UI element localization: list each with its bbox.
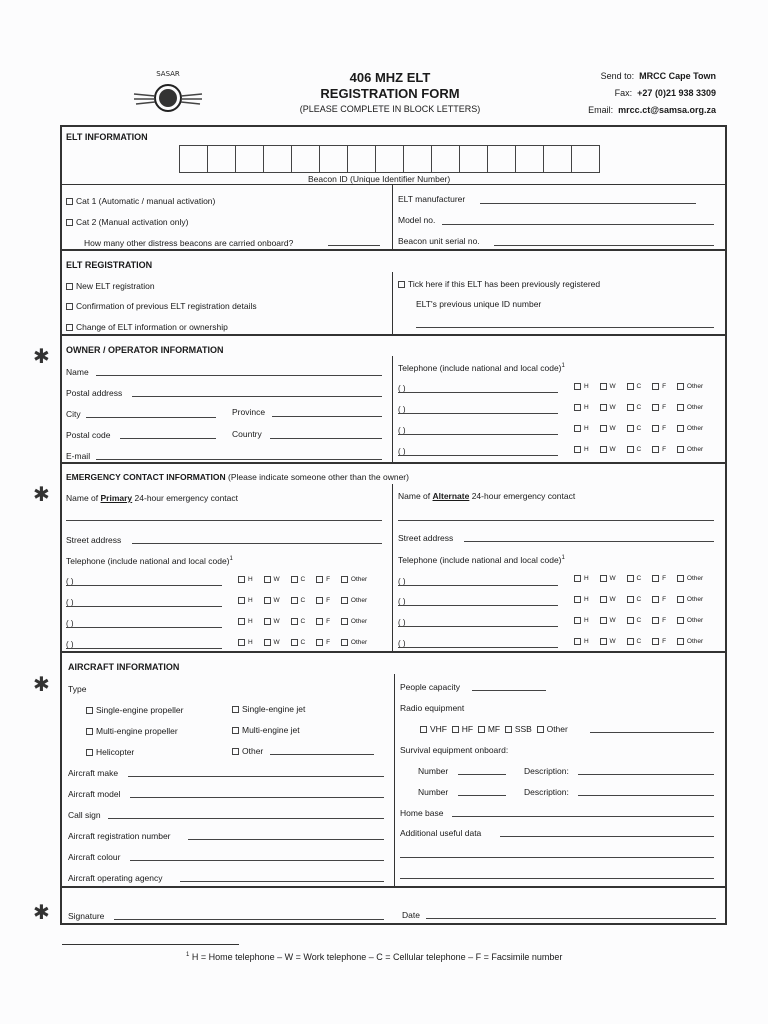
beacon-id-boxes[interactable] — [180, 145, 600, 173]
footnote: $^1$ H = Home telephone – W = Work telephone – C = Cellular telephone – F = Facsimile number — [186, 952, 563, 962]
sasar-logo-icon — [128, 64, 208, 124]
phone-row[interactable]: ( ) — [398, 597, 406, 606]
operating-agency-field[interactable] — [180, 881, 384, 882]
emergency-section — [60, 462, 727, 464]
phone-type-options[interactable]: H W C F Other — [574, 617, 703, 624]
asterisk-mark: ✱ — [33, 344, 50, 368]
province-label: Province — [232, 407, 266, 417]
country-label: Country — [232, 429, 262, 439]
single-engine-prop-checkbox[interactable]: Single-engine propeller — [86, 705, 183, 715]
phone-row[interactable]: ( ) — [398, 618, 406, 627]
primary-street-label: Street address — [66, 535, 122, 545]
other-type-field[interactable] — [270, 754, 374, 755]
other-beacons-field[interactable] — [328, 245, 380, 246]
survival-description-label: Description: — [524, 766, 569, 776]
phone-type-options[interactable]: H W C F Other — [574, 575, 703, 582]
single-engine-jet-checkbox[interactable]: Single-engine jet — [232, 704, 305, 714]
additional-data-label: Additional useful data — [400, 828, 482, 838]
primary-street-field[interactable] — [132, 543, 382, 544]
owner-telephone-label: Telephone (include national and local code)$^1$ — [398, 363, 565, 373]
radio-other-field[interactable] — [590, 732, 714, 733]
email-field[interactable] — [96, 459, 382, 460]
survival-number-label: Number — [418, 787, 449, 797]
cat1-checkbox[interactable]: Cat 1 (Automatic / manual activation) — [66, 196, 215, 206]
phone-row[interactable]: ( ) — [66, 598, 74, 607]
alternate-telephone-label: Telephone (include national and local code)$^1$ — [398, 555, 565, 565]
survival-number-field[interactable] — [458, 774, 506, 775]
country-field[interactable] — [270, 438, 382, 439]
elt-registration-section — [60, 249, 727, 251]
alternate-contact-label: Name of Alternate 24-hour emergency contact — [398, 491, 576, 501]
additional-data-field[interactable] — [400, 878, 714, 879]
asterisk-mark: ✱ — [33, 482, 50, 506]
send-to-block: Send to: MRCC Cape Town Fax: +27 (0)21 938 3309 Email: mrcc.ct@samsa.org.za — [588, 71, 716, 115]
previously-registered-checkbox[interactable]: Tick here if this ELT has been previously registered — [398, 279, 600, 289]
owner-name-field[interactable] — [96, 375, 382, 376]
owner-section — [60, 334, 727, 336]
other-beacons-label: How many other distress beacons are carried onboard? — [84, 238, 294, 248]
phone-type-options[interactable]: H W C F Other — [574, 383, 703, 390]
change-info-checkbox[interactable]: Change of ELT information or ownership — [66, 322, 228, 332]
survival-number-label: Number — [418, 766, 449, 776]
city-label: City — [66, 409, 81, 419]
city-field[interactable] — [86, 417, 216, 418]
survival-description-field[interactable] — [578, 774, 714, 775]
alternate-street-label: Street address — [398, 533, 454, 543]
manufacturer-field[interactable] — [480, 203, 696, 204]
beacon-id-caption: Beacon ID (Unique Identifier Number) — [308, 174, 451, 184]
phone-row[interactable]: ( ) — [66, 577, 74, 586]
phone-type-options[interactable]: H W C F Other — [238, 618, 367, 625]
aircraft-model-label: Aircraft model — [68, 789, 121, 799]
serial-field[interactable] — [494, 245, 714, 246]
phone-type-options[interactable]: H W C F Other — [574, 638, 703, 645]
asterisk-mark: ✱ — [33, 672, 50, 696]
confirm-registration-checkbox[interactable]: Confirmation of previous ELT registration details — [66, 301, 257, 311]
elt-registration-heading: ELT REGISTRATION — [66, 260, 153, 270]
alternate-contact-field[interactable] — [398, 520, 714, 521]
helicopter-checkbox[interactable]: Helicopter — [86, 747, 134, 757]
registration-number-label: Aircraft registration number — [68, 831, 171, 841]
phone-row[interactable]: ( ) — [398, 426, 406, 435]
people-capacity-label: People capacity — [400, 682, 461, 692]
province-field[interactable] — [272, 416, 382, 417]
postal-address-field[interactable] — [132, 396, 382, 397]
model-field[interactable] — [442, 224, 714, 225]
new-registration-checkbox[interactable]: New ELT registration — [66, 281, 155, 291]
previous-id-label: ELT's previous unique ID number — [416, 299, 542, 309]
owner-name-label: Name — [66, 367, 89, 377]
additional-data-field[interactable] — [400, 857, 714, 858]
signature-field[interactable] — [114, 919, 384, 920]
phone-row[interactable]: ( ) — [398, 405, 406, 414]
owner-heading: OWNER / OPERATOR INFORMATION — [66, 345, 224, 355]
primary-telephone-label: Telephone (include national and local code)$^1$ — [66, 556, 233, 566]
elt-info-heading: ELT INFORMATION — [66, 132, 148, 142]
aircraft-model-field[interactable] — [130, 797, 384, 798]
primary-contact-field[interactable] — [66, 520, 382, 521]
registration-number-field[interactable] — [188, 839, 384, 840]
multi-engine-jet-checkbox[interactable]: Multi-engine jet — [232, 725, 300, 735]
form-subtitle: (PLEASE COMPLETE IN BLOCK LETTERS) — [299, 104, 481, 114]
other-type-checkbox[interactable]: Other — [232, 746, 263, 756]
survival-equipment-label: Survival equipment onboard: — [400, 745, 509, 755]
previous-id-field[interactable] — [416, 327, 714, 328]
manufacturer-label: ELT manufacturer — [398, 194, 466, 204]
radio-options[interactable]: VHF HF MF SSB Other — [420, 724, 568, 734]
phone-type-options[interactable]: H W C F Other — [574, 446, 703, 453]
footnote-rule — [62, 944, 239, 945]
aircraft-colour-field[interactable] — [130, 860, 384, 861]
aircraft-colour-label: Aircraft colour — [68, 852, 121, 862]
date-label: Date — [402, 910, 420, 920]
phone-row[interactable]: ( ) — [398, 384, 406, 393]
type-label: Type — [68, 684, 87, 694]
phone-type-options[interactable]: H W C F Other — [574, 425, 703, 432]
cat2-checkbox[interactable]: Cat 2 (Manual activation only) — [66, 217, 188, 227]
phone-row[interactable]: ( ) — [66, 619, 74, 628]
aircraft-make-field[interactable] — [128, 776, 384, 777]
phone-type-options[interactable]: H W C F Other — [238, 639, 367, 646]
home-base-label: Home base — [400, 808, 444, 818]
form-title: 406 MHZ ELT REGISTRATION FORM — [320, 70, 460, 101]
survival-description-label: Description: — [524, 787, 569, 797]
call-sign-field[interactable] — [108, 818, 384, 819]
model-label: Model no. — [398, 215, 436, 225]
postal-code-field[interactable] — [120, 438, 216, 439]
phone-row[interactable]: ( ) — [398, 577, 406, 586]
phone-row[interactable]: ( ) — [66, 640, 74, 649]
phone-row[interactable]: ( ) — [398, 639, 406, 648]
people-capacity-field[interactable] — [472, 690, 546, 691]
operating-agency-label: Aircraft operating agency — [68, 873, 163, 883]
alternate-street-field[interactable] — [464, 541, 714, 542]
home-base-field[interactable] — [452, 816, 714, 817]
serial-label: Beacon unit serial no. — [398, 236, 480, 246]
multi-engine-prop-checkbox[interactable]: Multi-engine propeller — [86, 726, 178, 736]
email-label: E-mail — [66, 451, 91, 461]
phone-type-options[interactable]: H W C F Other — [238, 576, 367, 583]
svg-text:SASAR: SASAR — [156, 70, 180, 78]
primary-contact-label: Name of Primary 24-hour emergency contact — [66, 493, 239, 503]
postal-address-label: Postal address — [66, 388, 123, 398]
additional-data-field[interactable] — [500, 836, 714, 837]
asterisk-mark: ✱ — [33, 900, 50, 924]
phone-type-options[interactable]: H W C F Other — [574, 404, 703, 411]
survival-description-field[interactable] — [578, 795, 714, 796]
emergency-heading: EMERGENCY CONTACT INFORMATION (Please indicate someone other than the owner) — [66, 472, 409, 482]
radio-equipment-label: Radio equipment — [400, 703, 465, 713]
phone-row[interactable]: ( ) — [398, 447, 406, 456]
call-sign-label: Call sign — [68, 810, 101, 820]
date-field[interactable] — [426, 918, 716, 919]
aircraft-section — [60, 651, 727, 653]
aircraft-heading: AIRCRAFT INFORMATION — [68, 662, 180, 672]
aircraft-make-label: Aircraft make — [68, 768, 119, 778]
phone-type-options[interactable]: H W C F Other — [574, 596, 703, 603]
signature-label: Signature — [68, 911, 105, 921]
survival-number-field[interactable] — [458, 795, 506, 796]
signature-section — [60, 886, 727, 888]
postal-code-label: Postal code — [66, 430, 111, 440]
phone-type-options[interactable]: H W C F Other — [238, 597, 367, 604]
